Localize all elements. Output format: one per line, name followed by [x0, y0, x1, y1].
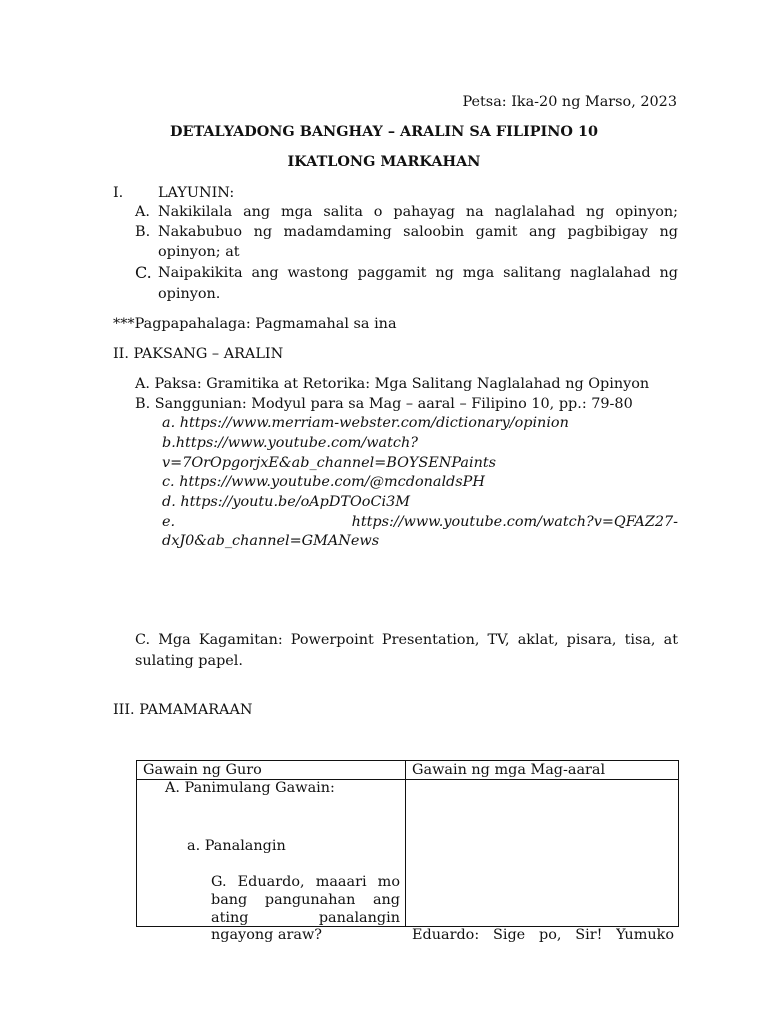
- document-date: Petsa: Ika-20 ng Marso, 2023: [462, 94, 677, 110]
- reference-link-e-cont[interactable]: dxJ0&ab_channel=GMANews: [162, 533, 380, 549]
- objective-b-text: Nakabubuo ng madamdaming saloobin gamit ang pagbibigay ng: [158, 224, 678, 240]
- reference-link-e-marker: e.: [162, 514, 176, 530]
- objective-c-marker: C.: [135, 263, 152, 282]
- procedure-table: [136, 760, 679, 943]
- kagamitan-line: C. Mga Kagamitan: Powerpoint Presentation, TV, aklat, pisara, tisa, at: [135, 632, 678, 648]
- table-header-row: [137, 761, 679, 780]
- objective-c-text: Naipakikita ang wastong paggamit ng mga salitang naglalahad ng: [158, 265, 678, 281]
- teacher-substep-label: a. Panalangin: [187, 838, 286, 854]
- document-subtitle: IKATLONG MARKAHAN: [287, 153, 481, 170]
- kagamitan-line-cont: sulating papel.: [135, 653, 243, 669]
- reference-link-b-cont[interactable]: v=7OrOpgorjxE&ab_channel=BOYSENPaints: [162, 455, 497, 471]
- section-2-heading: II. PAKSANG – ARALIN: [113, 346, 284, 362]
- teacher-prompt-line-2: bang pangunahan ang: [211, 892, 400, 908]
- teacher-column-header-label: Gawain ng Guro: [143, 762, 262, 778]
- sanggunian-line: B. Sanggunian: Modyul para sa Mag – aaral – Filipino 10, pp.: 79-80: [135, 396, 633, 412]
- objective-c-text-cont: opinyon.: [158, 286, 221, 302]
- reference-link-b[interactable]: b.https://www.youtube.com/watch?: [162, 435, 418, 451]
- teacher-prompt-line-1: G. Eduardo, maaari mo: [211, 874, 400, 890]
- objective-a-marker: A.: [135, 204, 150, 220]
- values-note: ***Pagpapahalaga: Pagmamahal sa ina: [113, 316, 397, 332]
- student-activity-cell: [406, 780, 679, 943]
- teacher-prompt-line-4: ngayong araw?: [211, 927, 322, 943]
- table-row: [137, 780, 679, 927]
- teacher-prompt-line-3: ating panalangin: [211, 910, 400, 926]
- section-3-heading: III. PAMAMARAAN: [113, 702, 253, 718]
- student-reply: Eduardo: Sige po, Sir! Yumuko: [412, 927, 674, 943]
- reference-link-c[interactable]: c. https://www.youtube.com/@mcdonaldsPH: [162, 474, 485, 490]
- section-1-numeral: I.: [113, 185, 124, 201]
- teacher-activity-cell: [137, 780, 406, 943]
- reference-link-a[interactable]: a. https://www.merriam-webster.com/dictionary/opinion: [162, 415, 569, 431]
- reference-link-d[interactable]: d. https://youtu.be/oApDTOoCi3M: [162, 494, 410, 510]
- objective-b-text-cont: opinyon; at: [158, 244, 240, 260]
- section-1-heading: LAYUNIN:: [158, 185, 235, 201]
- student-column-header-label: Gawain ng mga Mag-aaral: [412, 762, 606, 778]
- document-title: DETALYADONG BANGHAY – ARALIN SA FILIPINO 10: [170, 123, 598, 140]
- teacher-step-label: A. Panimulang Gawain:: [165, 780, 335, 796]
- paksa-line: A. Paksa: Gramitika at Retorika: Mga Salitang Naglalahad ng Opinyon: [135, 376, 650, 392]
- reference-link-e[interactable]: https://www.youtube.com/watch?v=QFAZ27-: [351, 514, 678, 530]
- teacher-column-header: [137, 761, 406, 780]
- objective-a-text: Nakikilala ang mga salita o pahayag na naglalahad ng opinyon;: [158, 204, 678, 220]
- student-column-header: [406, 761, 679, 780]
- objective-b-marker: B.: [135, 224, 151, 240]
